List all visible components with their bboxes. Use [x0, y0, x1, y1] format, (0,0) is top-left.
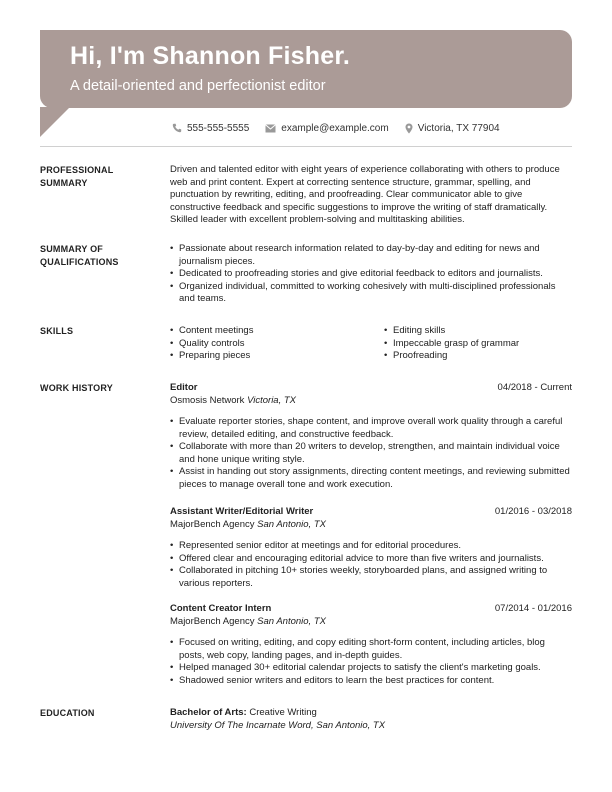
- job-title: Content Creator Intern: [170, 603, 272, 614]
- job-bullets: [170, 637, 572, 687]
- section-title-skills: SKILLS: [40, 326, 74, 336]
- list-item: • Focused on writing, editing, and copy editing short-form content, including articles, blog posts, web copy, landing pages, and in-depth guides.: [170, 637, 572, 662]
- skills-list-left: [170, 325, 370, 363]
- section-title-education: EDUCATION: [40, 708, 95, 718]
- location-text: Victoria, TX 77904: [417, 122, 500, 134]
- header-banner-tail: [40, 107, 70, 137]
- job-location: Victoria, TX: [247, 394, 297, 406]
- section-title-line: PROFESSIONAL: [40, 165, 114, 175]
- job-dates: 01/2016 - 03/2018: [494, 506, 572, 517]
- section-divider: [40, 146, 572, 147]
- envelope-icon: [265, 124, 276, 133]
- job-company-line: [170, 395, 572, 408]
- list-item: • Offered clear and encouraging editorial advice to more than five writers and journalists.: [170, 553, 572, 566]
- list-item: • Helped managed 30+ editorial calendar projects to satisfy the client's marketing goals.: [170, 662, 572, 675]
- section-title-summary: [40, 164, 160, 189]
- email-text: example@example.com: [281, 122, 389, 134]
- job-location: San Antonio, TX: [257, 518, 326, 530]
- job-title: Editor: [170, 382, 198, 393]
- job-company: Osmosis Network: [170, 394, 245, 406]
- job-location: San Antonio, TX: [257, 615, 326, 627]
- section-title-line: QUALIFICATIONS: [40, 256, 119, 267]
- job-company: MajorBench Agency: [170, 518, 255, 530]
- education-entry: [170, 707, 572, 732]
- skills-list-right: [384, 325, 584, 363]
- contact-row: [172, 121, 516, 135]
- contact-location: [405, 123, 500, 134]
- candidate-name: Hi, I'm Shannon Fisher.: [70, 42, 351, 70]
- list-item: • Preparing pieces: [170, 350, 370, 363]
- list-item: • Proofreading: [384, 350, 584, 363]
- list-item: • Quality controls: [170, 338, 370, 351]
- candidate-tagline: A detail-oriented and perfectionist editor: [70, 78, 326, 94]
- list-item: • Collaborate with more than 20 writers to develop, strengthen, and maintain individual voice and hone unique writing style.: [170, 441, 572, 466]
- degree-label: Bachelor of Arts:: [170, 707, 247, 718]
- job-header: [170, 506, 572, 531]
- job-header: [170, 603, 572, 628]
- job-bullets: [170, 416, 572, 491]
- list-item: • Collaborated in pitching 10+ stories weekly, storyboarded plans, and assigned writing to various reporters.: [170, 565, 572, 590]
- job-header: [170, 382, 572, 407]
- school-name: University Of The Incarnate Word, San Antonio, TX: [170, 719, 386, 731]
- qualifications-list: [170, 243, 572, 306]
- job-dates: 07/2014 - 01/2016: [494, 603, 572, 614]
- list-item: • Content meetings: [170, 325, 370, 338]
- job-bullets: [170, 540, 572, 590]
- list-item: • Organized individual, committed to working cohesively with multi-disciplined professionals and teams.: [170, 281, 572, 306]
- job-company-line: [170, 519, 572, 532]
- contact-phone: [172, 123, 249, 134]
- section-title-qualifications: [40, 243, 160, 268]
- job-company-line: [170, 616, 572, 629]
- section-title-work: WORK HISTORY: [40, 383, 113, 393]
- list-item: • Dedicated to proofreading stories and give editorial feedback to editors and journalists.: [170, 268, 572, 281]
- list-item: • Assist in handing out story assignments, directing content meetings, and reviewing submitted pieces to manage overall tone and work execution.: [170, 466, 572, 491]
- job-company: MajorBench Agency: [170, 615, 255, 627]
- job-title: Assistant Writer/Editorial Writer: [170, 506, 314, 517]
- list-item: • Shadowed senior writers and editors to learn the best practices for content.: [170, 675, 572, 688]
- phone-text: 555-555-5555: [187, 122, 250, 134]
- section-title-line: SUMMARY OF: [40, 244, 104, 254]
- list-item: • Evaluate reporter stories, shape content, and improve overall work quality through a careful review, detailed editing, and constructive feedback.: [170, 416, 572, 441]
- list-item: • Passionate about research information related to day-by-day and editing for news and journalism pieces.: [170, 243, 572, 268]
- list-item: • Impeccable grasp of grammar: [384, 338, 584, 351]
- job-dates: 04/2018 - Current: [497, 382, 572, 393]
- contact-email: [265, 123, 388, 134]
- list-item: • Editing skills: [384, 325, 584, 338]
- degree-field: Creative Writing: [249, 707, 317, 718]
- list-item: • Represented senior editor at meetings and for editorial procedures.: [170, 540, 572, 553]
- section-title-line: SUMMARY: [40, 177, 88, 188]
- phone-icon: [172, 123, 182, 133]
- degree-line: [170, 707, 572, 720]
- summary-text: Driven and talented editor with eight years of experience collaborating with others to produce web and print content. Expert at correcting sentence structure, grammar, spelling, and punctuation by rewriting, editing, and proofreading. Clear communicator able to give constructive feedback and specific suggestions to improve the writing of staff dramatically. Skilled leader with excellent problem-solving and multitasking abilities.: [170, 164, 560, 225]
- location-pin-icon: [405, 123, 413, 134]
